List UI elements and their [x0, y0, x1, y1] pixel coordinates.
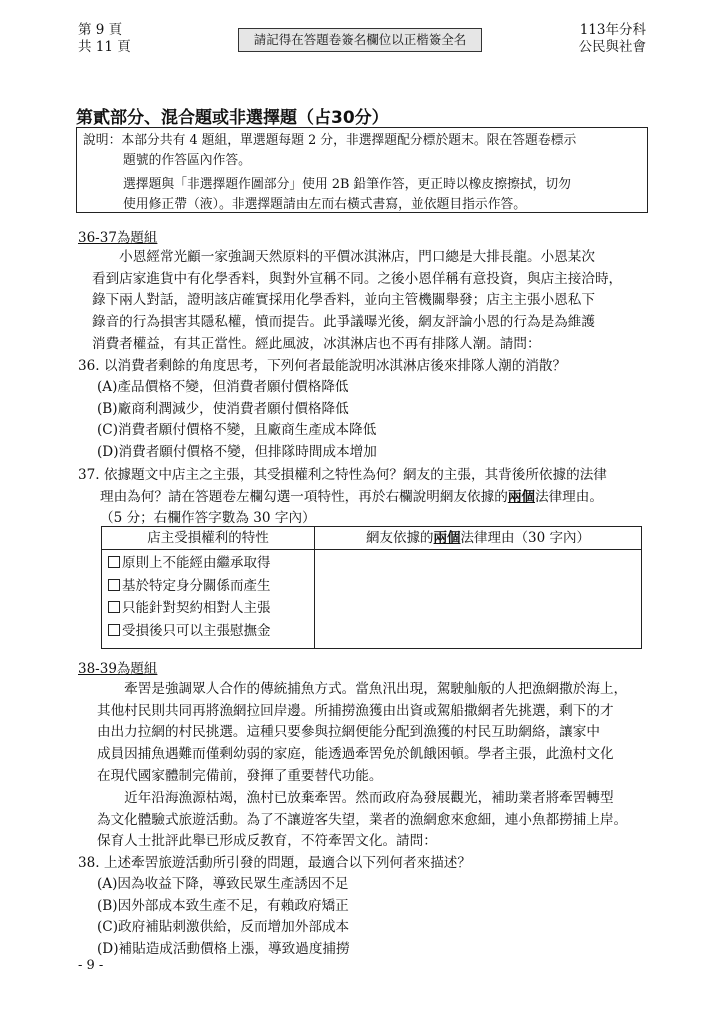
table-left-header: 店主受損權利的特性	[102, 527, 315, 550]
choice-item[interactable]	[108, 552, 308, 575]
q37-line-2-end: 法律理由。	[535, 488, 603, 505]
q37-emphasis: 兩個	[507, 488, 535, 505]
subject-name: 公民與社會	[578, 39, 646, 55]
page-footer: - 9 -	[78, 958, 104, 973]
exam-year: 113年分科	[579, 22, 646, 38]
subject-header	[579, 22, 647, 56]
choice-item[interactable]	[108, 575, 308, 598]
instructions-box	[76, 127, 648, 213]
instruction-line-3: 選擇題與「非選擇題作圖部分」使用 2B 鉛筆作答，更正時以橡皮擦擦拭，切勿	[123, 177, 571, 192]
trait-choices	[102, 550, 315, 649]
passage-line: 錄音的行為損害其隱私權，憤而提告。此爭議曝光後，網友評論小恩的行為是為維護	[92, 314, 595, 331]
checkbox-icon[interactable]	[108, 579, 120, 591]
right-header-emphasis: 兩個	[433, 530, 461, 546]
right-header-end: 法律理由（30 字內）	[460, 530, 590, 546]
page-line: 第 9 頁	[78, 22, 123, 38]
option-d: (D)消費者願付價格不變，但排隊時間成本增加	[97, 444, 377, 461]
question-36-stem: 36. 以消費者剩餘的角度思考，下列何者最能說明冰淇淋店後來排隊人潮的消散？	[78, 358, 567, 374]
passage-line: 錄下兩人對話，證明該店確實採用化學香料，並向主管機關舉發；店主主張小恩私下	[92, 292, 595, 309]
checkbox-icon[interactable]	[108, 624, 120, 636]
choice-label: 原則上不能經由繼承取得	[122, 555, 271, 571]
table-right-header	[315, 527, 642, 550]
question-38-stem: 38. 上述牽罟旅遊活動所引發的問題，最適合以下列何者來描述？	[78, 855, 471, 871]
passage-38-39-b	[97, 788, 657, 853]
passage-38-39-a	[97, 679, 657, 788]
passage-line: 牽罟是強調眾人合作的傳統捕魚方式。當魚汛出現，駕駛舢舨的人把漁網撒於海上，	[97, 681, 628, 697]
passage-line: 在現代國家體制完備前，發揮了重要替代功能。	[97, 767, 383, 784]
reason-answer-area[interactable]	[315, 550, 642, 649]
passage-line: 其他村民則共同再將漁網拉回岸邊。所捕撈漁獲由出資或駕船撒網者先挑選，剩下的才	[97, 702, 614, 719]
option-b: (B)廠商利潤減少，使消費者願付價格降低	[97, 400, 349, 417]
passage-line: 為文化體驗式旅遊活動。為了不讓遊客失望，業者的漁網愈來愈細，連小魚都撈捕上岸。	[97, 811, 628, 828]
instruction-line-1: 說明：本部分共有 4 題組，單選題每題 2 分，非選擇題配分標於題末。限在答題卷標示	[83, 133, 577, 148]
answer-table-37	[101, 526, 642, 649]
choice-label: 受損後只可以主張慰撫金	[122, 622, 271, 639]
q37-line-3: （5 分；右欄作答字數為 30 字內）	[100, 510, 316, 527]
page-number-header	[78, 22, 131, 56]
option-c: (C)政府補貼刺激供給，反而增加外部成本	[97, 919, 350, 936]
passage-line: 由出力拉網的村民挑選。這種只要參與拉網便能分配到漁獲的村民互助網絡，讓家中	[97, 724, 600, 741]
passage-36-37	[92, 247, 652, 356]
option-c: (C)消費者願付價格不變，且廠商生產成本降低	[97, 422, 377, 439]
passage-line: 成員因捕魚遇難而僅剩幼弱的家庭，能透過牽罟免於飢餓困頓。學者主張，此漁村文化	[97, 746, 614, 763]
choice-label: 只能針對契約相對人主張	[122, 600, 271, 616]
signature-notice: 請記得在答題卷簽名欄位以正楷簽全名	[238, 28, 482, 52]
option-b: (B)因外部成本致生產不足，有賴政府矯正	[97, 897, 349, 914]
option-d: (D)補貼造成活動價格上漲，導致過度捕撈	[97, 941, 350, 958]
total-pages-line: 共 11 頁	[78, 39, 131, 55]
choice-item[interactable]	[108, 620, 308, 643]
choice-item[interactable]	[108, 597, 308, 620]
group-label-38-39: 38-39為題組	[78, 661, 158, 677]
passage-line: 消費者權益，有其正當性。經此風波，冰淇淋店也不再有排隊人潮。請問：	[92, 335, 541, 352]
option-a: (A)因為收益下降，導致民眾生產誘因不足	[97, 876, 349, 892]
question-37-stem	[78, 465, 658, 530]
checkbox-icon[interactable]	[108, 601, 120, 613]
group-label-36-37: 36-37為題組	[78, 230, 158, 246]
choice-label: 基於特定身分關係而產生	[122, 577, 271, 594]
passage-line: 保育人士批評此舉已形成反教育，不符牽罟文化。請問：	[97, 833, 437, 850]
question-38-options	[97, 874, 350, 961]
q37-line-2	[78, 487, 658, 509]
passage-line: 看到店家進貨中有化學香料，與對外宣稱不同。之後小恩佯稱有意投資，與店主接洽時，	[92, 270, 623, 287]
passage-line: 近年沿海漁源枯竭，漁村已放棄牽罟。然而政府為發展觀光，補助業者將牽罟轉型	[97, 790, 614, 806]
instruction-line-2: 題號的作答區內作答。	[123, 153, 251, 168]
right-header-text: 網友依據的	[366, 530, 434, 546]
passage-line: 小恩經常光顧一家強調天然原料的平價冰淇淋店，門口總是大排長龍。小恩某次	[92, 249, 595, 265]
q37-line-2-text: 理由為何？請在答題卷左欄勾選一項特性，再於右欄說明網友依據的	[100, 488, 508, 505]
instruction-line-4: 使用修正帶（液）。非選擇題請由左而右橫式書寫，並依題目指示作答。	[123, 197, 527, 212]
q37-line-1: 37. 依據題文中店主之主張，其受損權利之特性為何？網友的主張，其背後所依據的法律	[78, 467, 607, 483]
section-title: 第貳部分、混合題或非選擇題（占30分）	[76, 108, 389, 128]
question-36-options	[97, 377, 377, 464]
option-a: (A)產品價格不變，但消費者願付價格降低	[97, 379, 349, 395]
checkbox-icon[interactable]	[108, 556, 120, 568]
